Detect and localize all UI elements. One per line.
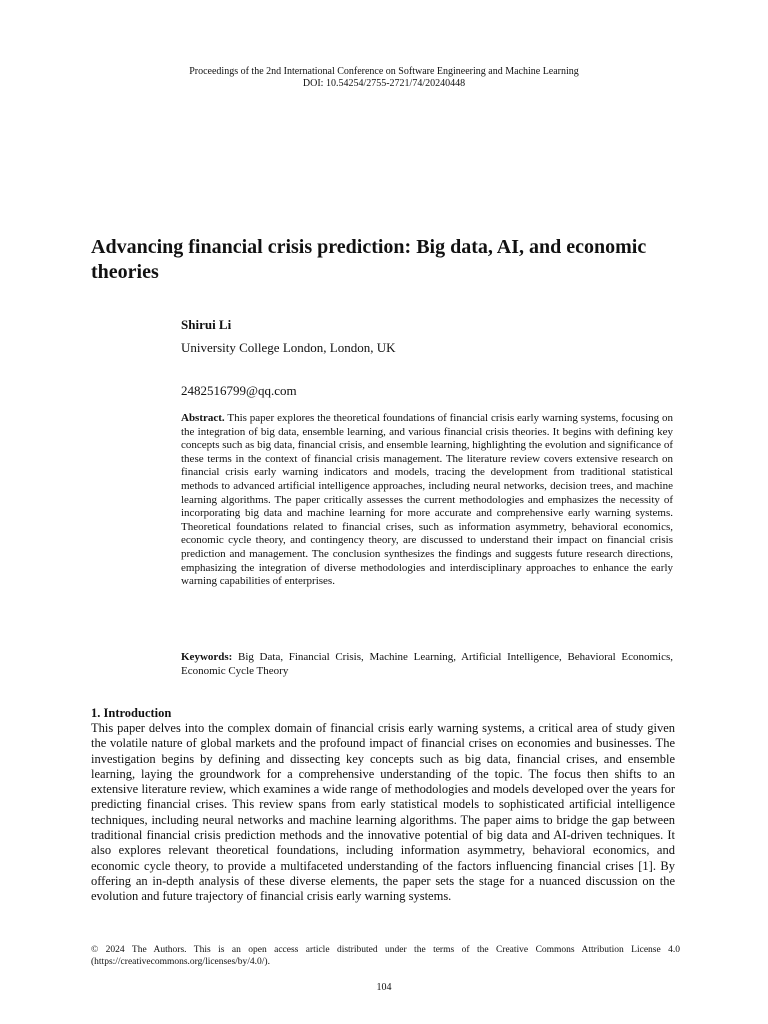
running-header: [0, 66, 768, 90]
abstract: [181, 412, 673, 589]
conference-name: Proceedings of the 2nd International Conference on Software Engineering and Machine Learning: [189, 66, 579, 77]
author-email: 2482516799@qq.com: [181, 383, 297, 398]
keywords-label: Keywords:: [181, 651, 233, 663]
keywords-text: Big Data, Financial Crisis, Machine Learning, Artificial Intelligence, Behavioral Economics, Economic Cycle Theory: [181, 651, 673, 677]
page-number: 104: [376, 982, 392, 993]
keywords: [181, 650, 673, 678]
author-affiliation: University College London, London, UK: [181, 340, 396, 355]
author-name: Shirui Li: [181, 317, 232, 332]
abstract-label: Abstract.: [181, 412, 225, 424]
section-heading: 1. Introduction: [91, 706, 172, 720]
paper-title: Advancing financial crisis prediction: Big data, AI, and economic theories: [91, 236, 647, 283]
doi: DOI: 10.54254/2755-2721/74/20240448: [302, 78, 466, 89]
license-footnote: © 2024 The Authors. This is an open access article distributed under the terms of the Creative Commons Attribution License 4.0 (https://creativecommons.org/licenses/by/4.0/).: [91, 945, 680, 967]
introduction-text: This paper delves into the complex domain of financial crisis early warning systems, a critical area of study given the volatile nature of global markets and the profound impact of financial crises on economies and businesses. The investigation begins by defining and dissecting key concepts such as big data, financial crises, and ensemble learning, laying the groundwork for a comprehensive understanding of the topic. The focus then shifts to an extensive literature review, which examines a wide range of methodologies and models developed over the years for predicting financial crises. This review spans from early statistical models to sophisticated artificial intelligence techniques, including neural networks and machine learning algorithms. The paper aims to bridge the gap between traditional financial crisis prediction methods and the innovative potential of big data and AI-driven techniques. It also explores relevant theoretical foundations, including information asymmetry, behavioral economics, and economic cycle theory, to provide a multifaceted understanding of the factors influencing financial crises [1]. By offering an in-depth analysis of these diverse elements, the paper sets the stage for a nuanced discussion on the evolution and future trajectory of financial crisis early warning systems.: [91, 721, 675, 904]
abstract-text: This paper explores the theoretical foundations of financial crisis early warning systems, focusing on the integration of big data, ensemble learning, and various financial crisis theories. It begins with defining key concepts such as big data, financial crisis, and ensemble learning, highlighting the evolution and significance of these terms in the context of financial crisis management. The literature review covers extensive research on financial crisis early warning indicators and models, tracing the development from traditional statistical methods to advanced artificial intelligence approaches, including neural networks, decision trees, and machine learning algorithms. The paper critically assesses the current methodologies and emphasizes the necessity of incorporating big data and machine learning for more accurate and comprehensive early warning systems. Theoretical foundations related to financial crises, such as information asymmetry, behavioral economics, economic cycle theory, and contingency theory, are discussed to understand their impact on financial crisis prediction and management. The conclusion synthesizes the findings and suggests future research directions, emphasizing the integration of diverse methodologies and interdisciplinary approaches to enhance the early warning capabilities of enterprises.: [181, 412, 673, 588]
